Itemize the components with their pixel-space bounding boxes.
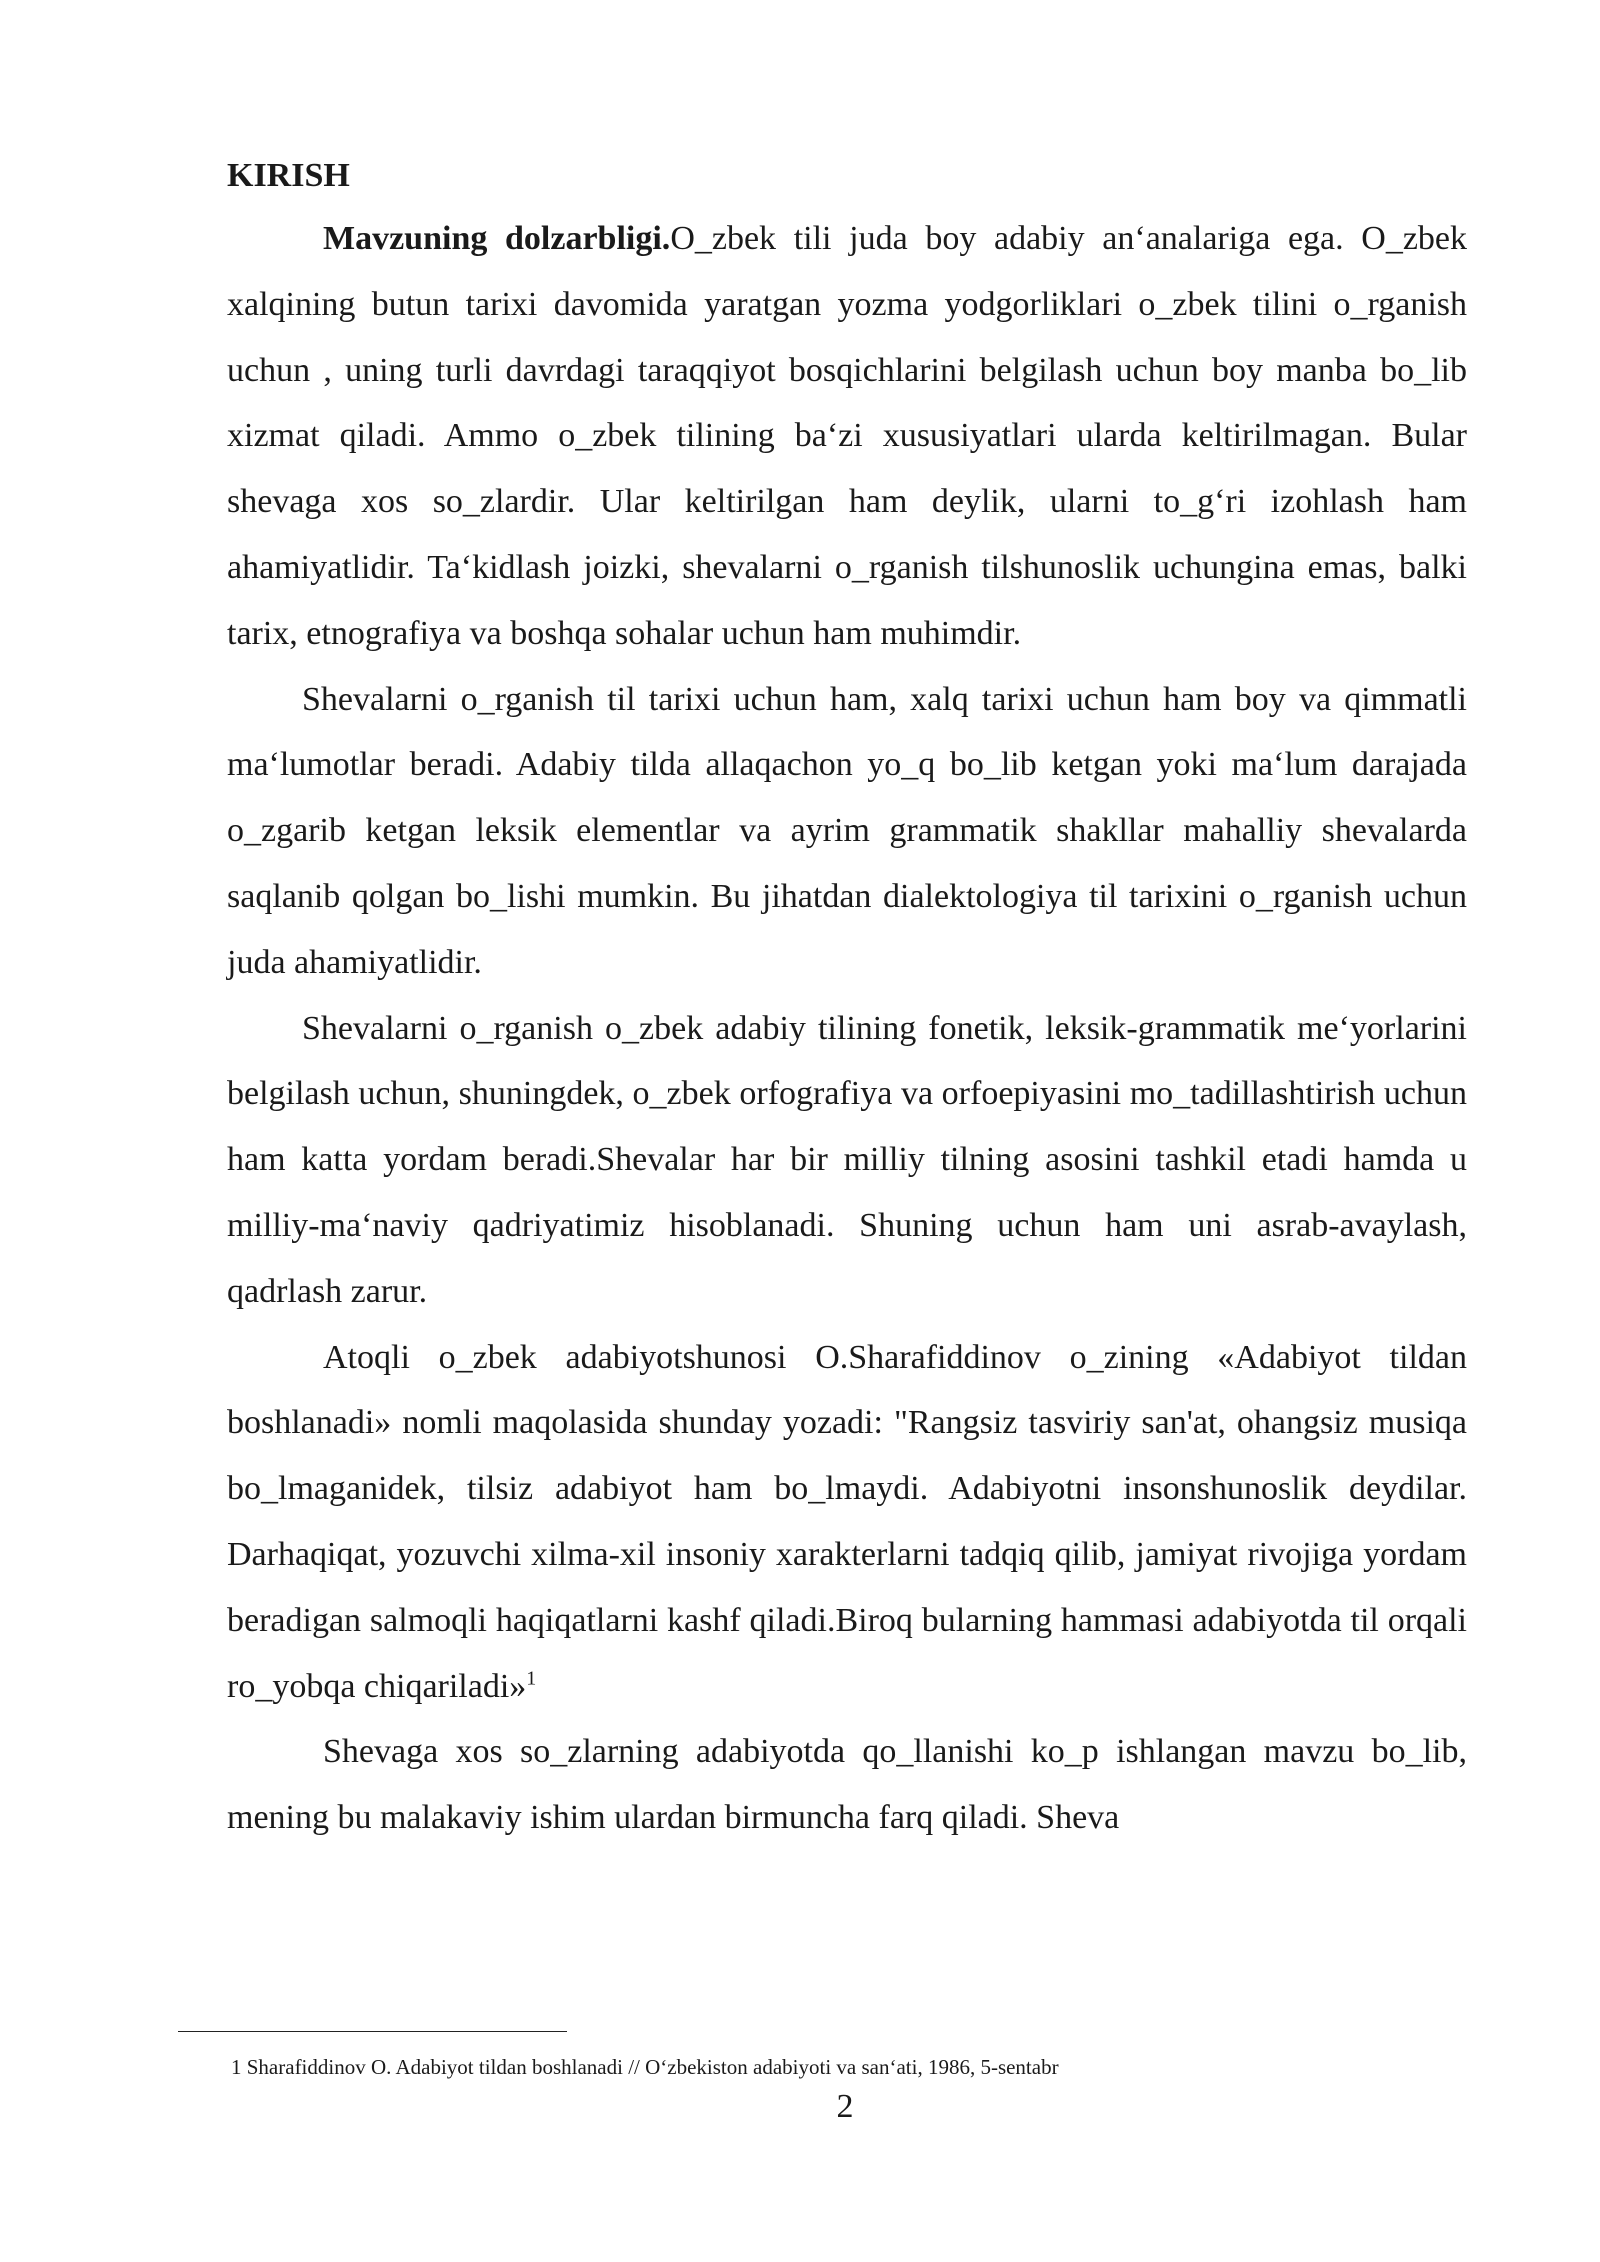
paragraph-text: O_zbek tili juda boy adabiy an‘analariga ega. O_zbek xalqining butun tarixi davomida yaratgan yozma yodgorliklari o_zbek tilini o_rganish uchun , uning turli davrdagi taraqqiyot bosqichlarini belgilash uchun boy manba bo_lib xizmat qiladi. Ammo o_zbek tilining ba‘zi xususiyatlari ularda keltirilmagan. Bular shevaga xos so_zlardir. Ular keltirilgan ham deylik, ularni to_g‘ri izohlash ham ahamiyatlidir. Ta‘kidlash joizki, shevalarni o_rganish tilshunoslik uchungina emas, balki tarix, etnografiya va boshqa sohalar uchun ham muhimdir. (227, 220, 1468, 652)
footnote-separator (178, 2031, 567, 2032)
paragraph-lead: Mavzuning dolzarbligi. (323, 220, 671, 257)
footnote: 1 Sharafiddinov O. Adabiyot tildan boshlanadi // O‘zbekiston adabiyoti va san‘ati, 1986, 5-sentabr (231, 2055, 1059, 2079)
footnote-reference[interactable]: 1 (526, 1667, 537, 1690)
paragraph-dialects-norms: Shevalarni o_rganish o_zbek adabiy tilining fonetik, leksik-grammatik me‘yorlarini belgilash uchun, shuningdek, o_zbek orfografiya va orfoepiyasini mo_tadillashtirish uchun ham katta yordam beradi.Shevalar har bir milliy tilning asosini tashkil etadi hamda u milliy-ma‘naviy qadriyatimiz hisoblanadi. Shuning uchun ham uni asrab-avaylash, qadrlash zarur. (227, 1009, 1467, 1310)
paragraph-dialects-history: Shevalarni o_rganish til tarixi uchun ham, xalq tarixi uchun ham boy va qimmatli ma‘lumotlar beradi. Adabiy tilda allaqachon yo_q bo_lib ketgan yoki ma‘lum darajada o_zgarib ketgan leksik elementlar va ayrim grammatik shakllar mahalliy shevalarda saqlanib qolgan bo_lishi mumkin. Bu jihatdan dialektologiya til tarixini o_rganish uchun juda ahamiyatlidir. (227, 680, 1467, 981)
document-body (227, 146, 1467, 1851)
paragraph-relevance (227, 206, 1467, 667)
paragraph-quote (227, 1325, 1467, 1720)
paragraph-text: Atoqli o_zbek adabiyotshunosi O.Sharafiddinov o_zining «Adabiyot tildan boshlanadi» nomli maqolasida shunday yozadi: "Rangsiz tasviriy san'at, ohangsiz musiqa bo_lmaganidek, tilsiz adabiyot ham bo_lmaydi. Adabiyotni insonshunoslik deydilar. Darhaqiqat, yozuvchi xilma-xil insoniy xarakterlarni tadqiq qilib, jamiyat rivojiga yordam beradigan salmoqli haqiqatlarni kashf qiladi.Biroq bularning hammasi adabiyotda til orqali ro_yobqa chiqariladi» (227, 1338, 1467, 1705)
section-heading: KIRISH (227, 157, 350, 194)
page-number: 2 (836, 2088, 854, 2125)
paragraph-usage: Shevaga xos so_zlarning adabiyotda qo_llanishi ko_p ishlangan mavzu bo_lib, mening bu malakaviy ishim ulardan birmuncha farq qiladi. Sheva (227, 1733, 1467, 1837)
